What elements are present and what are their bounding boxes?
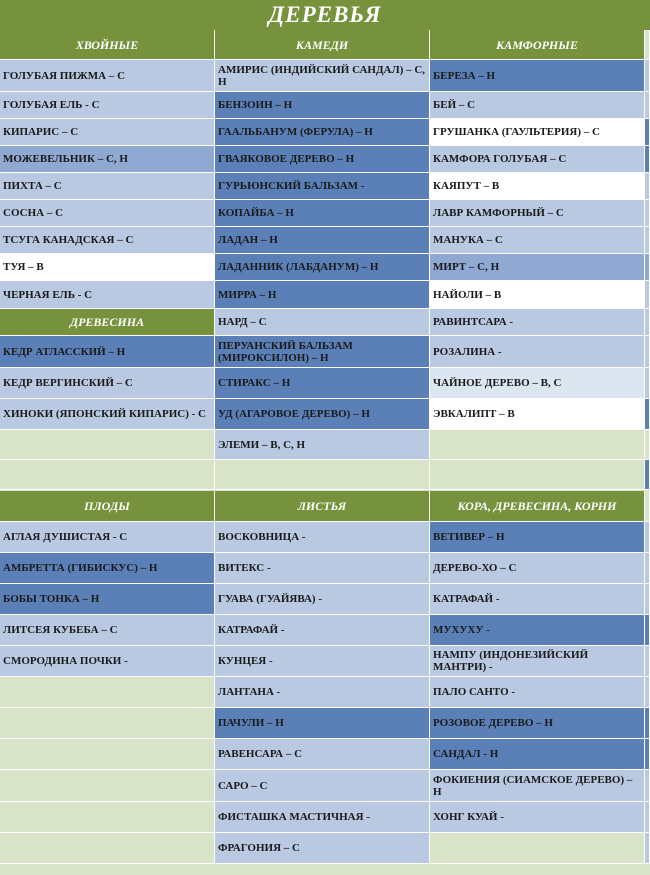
table-cell: ПЕРУАНСКИЙ БАЛЬЗАМ (МИРОКСИЛОН) – Н: [215, 336, 430, 368]
table-cell: ЧАЙНОЕ ДЕРЕВО – В, С: [430, 368, 645, 399]
table-cell: БОБЫ ТОНКА – Н: [0, 584, 215, 615]
empty-cell: [0, 708, 215, 739]
table-cell: МАНУКА – С: [430, 227, 645, 254]
table-cell: СМОРОДИНА ПОЧКИ -: [0, 646, 215, 677]
edge-cell: [645, 802, 650, 833]
table-row: [0, 254, 650, 281]
table-cell: БЕРЕЗА – Н: [430, 60, 645, 92]
table-cell: ГААЛЬБАНУМ (ФЕРУЛА) – Н: [215, 119, 430, 146]
table-cell: КИПАРИС – С: [0, 119, 215, 146]
table-row: [0, 368, 650, 399]
table-cell: ТУЯ – В: [0, 254, 215, 281]
edge-cell: [645, 227, 650, 254]
table-cell: МИРРА – Н: [215, 281, 430, 309]
table-row: [0, 227, 650, 254]
edge-cell: [645, 60, 650, 92]
header-fruits: ПЛОДЫ: [0, 491, 215, 522]
table-cell: ДЕРЕВО-ХО – С: [430, 553, 645, 584]
table-row: [0, 615, 650, 646]
table-cell: ГОЛУБАЯ ПИЖМА – С: [0, 60, 215, 92]
header-camphor: КАМФОРНЫЕ: [430, 30, 645, 60]
table-cell: КАТРАФАЙ -: [215, 615, 430, 646]
table-cell: ЛАДАННИК (ЛАБДАНУМ) – Н: [215, 254, 430, 281]
table-row: [0, 770, 650, 802]
empty-cell: [430, 430, 645, 460]
table-cell: ЛАВР КАМФОРНЫЙ – С: [430, 200, 645, 227]
edge-cell: [645, 739, 650, 770]
table-cell: КАМФОРА ГОЛУБАЯ – С: [430, 146, 645, 173]
edge-cell: [645, 584, 650, 615]
table-cell: ЛАНТАНА -: [215, 677, 430, 708]
table-row: [0, 646, 650, 677]
table-row: [0, 677, 650, 708]
empty-cell: [0, 770, 215, 802]
table-row: [0, 200, 650, 227]
table-cell: КЕДР АТЛАССКИЙ – Н: [0, 336, 215, 368]
table-cell: ПАЛО САНТО -: [430, 677, 645, 708]
table-cell: ХИНОКИ (ЯПОНСКИЙ КИПАРИС) - С: [0, 399, 215, 430]
table-row: [0, 281, 650, 309]
table-cell: МУХУХУ -: [430, 615, 645, 646]
table-row: [0, 119, 650, 146]
table-cell: ПАЧУЛИ – Н: [215, 708, 430, 739]
table-cell: ФОКИЕНИЯ (СИАМСКОЕ ДЕРЕВО) – Н: [430, 770, 645, 802]
edge-cell: [645, 173, 650, 200]
table-row: [0, 399, 650, 430]
empty-cell: [215, 460, 430, 490]
edge-cell: [645, 119, 650, 146]
table-cell: ЧЕРНАЯ ЕЛЬ - С: [0, 281, 215, 309]
table-cell: РОЗАЛИНА -: [430, 336, 645, 368]
table-cell: ТСУГА КАНАДСКАЯ – С: [0, 227, 215, 254]
table-cell: НАМПУ (ИНДОНЕЗИЙСКИЙ МАНТРИ) -: [430, 646, 645, 677]
table-row: [0, 739, 650, 770]
table-row: [0, 146, 650, 173]
edge-cell: [645, 677, 650, 708]
empty-cell: [0, 460, 215, 490]
edge-cell: [645, 254, 650, 281]
edge-cell: [645, 92, 650, 119]
header-leaves: ЛИСТЬЯ: [215, 491, 430, 522]
table-cell: ВЕТИВЕР – Н: [430, 522, 645, 553]
table-cell: ЭВКАЛИПТ – В: [430, 399, 645, 430]
edge-cell: [645, 200, 650, 227]
table-row: [0, 60, 650, 92]
table-cell: ХОНГ КУАЙ -: [430, 802, 645, 833]
table-cell: БЕНЗОИН – Н: [215, 92, 430, 119]
table-row: [0, 460, 650, 490]
edge-cell: [645, 30, 650, 60]
table-cell: УД (АГАРОВОЕ ДЕРЕВО) – Н: [215, 399, 430, 430]
table-row: [0, 430, 650, 460]
header-conifers: ХВОЙНЫЕ: [0, 30, 215, 60]
table-row: [0, 92, 650, 119]
table-cell: РАВЕНСАРА – С: [215, 739, 430, 770]
table-cell: ГУРЬЮНСКИЙ БАЛЬЗАМ -: [215, 173, 430, 200]
table-cell: КУНЦЕЯ -: [215, 646, 430, 677]
table-row: [0, 336, 650, 368]
edge-cell: [645, 281, 650, 309]
table-cell: КЕДР ВЕРГИНСКИЙ – С: [0, 368, 215, 399]
empty-cell: [0, 677, 215, 708]
table-cell: САНДАЛ - Н: [430, 739, 645, 770]
header-row: [0, 491, 650, 522]
header-bark-wood-roots: КОРА, ДРЕВЕСИНА, КОРНИ: [430, 491, 645, 522]
edge-cell: [645, 368, 650, 399]
table-cell: ВИТЕКС -: [215, 553, 430, 584]
edge-cell: [645, 146, 650, 173]
edge-cell: [645, 336, 650, 368]
table-cell: СТИРАКС – Н: [215, 368, 430, 399]
table-cell: РОЗОВОЕ ДЕРЕВО – Н: [430, 708, 645, 739]
table-cell: ФИСТАШКА МАСТИЧНАЯ -: [215, 802, 430, 833]
table-cell: РАВИНТСАРА -: [430, 309, 645, 336]
table-cell: СОСНА – С: [0, 200, 215, 227]
table-row: [0, 309, 650, 336]
table-cell: АМБРЕТТА (ГИБИСКУС) – Н: [0, 553, 215, 584]
edge-cell: [645, 708, 650, 739]
table-cell: МИРТ – С, Н: [430, 254, 645, 281]
empty-cell: [0, 739, 215, 770]
subheader-wood: ДРЕВЕСИНА: [0, 309, 215, 336]
table-row: [0, 522, 650, 553]
edge-cell: [645, 399, 650, 430]
table-cell: ГРУШАНКА (ГАУЛЬТЕРИЯ) – С: [430, 119, 645, 146]
table-cell: ФРАГОНИЯ – С: [215, 833, 430, 864]
table-cell: МОЖЕВЕЛЬНИК – С, Н: [0, 146, 215, 173]
edge-cell: [645, 522, 650, 553]
empty-cell: [430, 460, 645, 490]
table-row: [0, 802, 650, 833]
page-title: ДЕРЕВЬЯ: [0, 0, 650, 30]
table-cell: КАТРАФАЙ -: [430, 584, 645, 615]
table-cell: ГВАЯКОВОЕ ДЕРЕВО – Н: [215, 146, 430, 173]
header-gums: КАМЕДИ: [215, 30, 430, 60]
edge-cell: [645, 615, 650, 646]
table-cell: САРО – С: [215, 770, 430, 802]
empty-cell: [430, 833, 645, 864]
table-cell: ЭЛЕМИ – В, С, Н: [215, 430, 430, 460]
empty-cell: [0, 833, 215, 864]
edge-cell: [645, 460, 650, 490]
table-cell: НАРД – С: [215, 309, 430, 336]
table-cell: БЕЙ – С: [430, 92, 645, 119]
table-row: [0, 173, 650, 200]
edge-cell: [645, 646, 650, 677]
table-cell: АМИРИС (ИНДИЙСКИЙ САНДАЛ) – С, Н: [215, 60, 430, 92]
table-cell: ВОСКОВНИЦА -: [215, 522, 430, 553]
edge-cell: [645, 430, 650, 460]
edge-cell: [645, 553, 650, 584]
table-row: [0, 833, 650, 864]
empty-cell: [0, 430, 215, 460]
table-cell: КАЯПУТ – В: [430, 173, 645, 200]
table-row: [0, 553, 650, 584]
edge-cell: [645, 491, 650, 522]
edge-cell: [645, 833, 650, 864]
header-row: [0, 30, 650, 60]
table-cell: ЛАДАН – Н: [215, 227, 430, 254]
table-cell: ЛИТСЕЯ КУБЕБА – С: [0, 615, 215, 646]
table-cell: АГЛАЯ ДУШИСТАЯ - С: [0, 522, 215, 553]
table-cell: КОПАЙБА – Н: [215, 200, 430, 227]
empty-cell: [0, 802, 215, 833]
table-cell: ПИХТА – С: [0, 173, 215, 200]
edge-cell: [645, 309, 650, 336]
table-cell: НАЙОЛИ – В: [430, 281, 645, 309]
table-cell: ГУАВА (ГУАЙЯВА) -: [215, 584, 430, 615]
table-row: [0, 708, 650, 739]
table-cell: ГОЛУБАЯ ЕЛЬ - С: [0, 92, 215, 119]
edge-cell: [645, 770, 650, 802]
table-row: [0, 584, 650, 615]
